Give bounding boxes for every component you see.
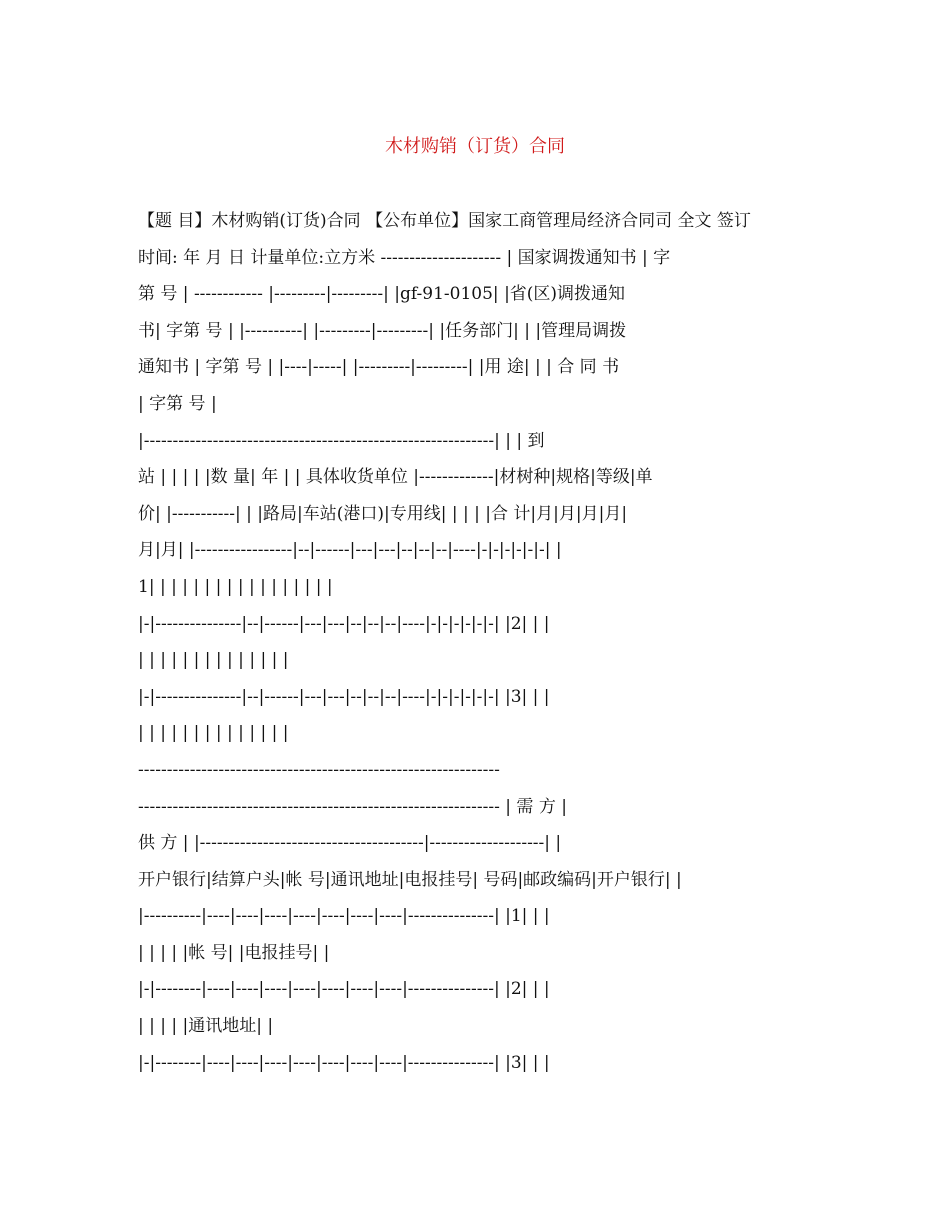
- document-title: 木材购销（订货）合同: [385, 136, 565, 157]
- document-line: ---------------------------------------------------------------: [138, 759, 500, 780]
- document-line: 1| | | | | | | | | | | | | | | | |: [138, 576, 333, 597]
- document-line: | | | | | | | | | | | | | |: [138, 723, 289, 744]
- document-line: |-|--------|----|----|----|----|----|----|----|---------------| |3| | |: [138, 1052, 550, 1073]
- document-line: | | | | | | | | | | | | | |: [138, 650, 289, 671]
- document-line: 书| 字第 号 | |----------| |---------|---------| |任务部门| | |管理局调拨: [138, 320, 627, 341]
- document-line: 开户银行|结算户头|帐 号|通讯地址|电报挂号| 号码|邮政编码|开户银行| |: [138, 869, 682, 890]
- document-line: 月|月| |-----------------|--|------|---|---|--|--|--|----|-|-|-|-|-|-| |: [138, 540, 562, 561]
- document-line: 站 | | | | |数 量| 年 | | 具体收货单位 |-------------|材树种|规格|等级|单: [138, 467, 653, 488]
- document-line: | | | | |通讯地址| |: [138, 1016, 274, 1037]
- document-line: 通知书 | 字第 号 | |----|-----| |---------|---------| |用 途| | | 合 同 书: [138, 357, 620, 378]
- document-line: 价| |-----------| | |路局|车站(港口)|专用线| | | | |合 计|月|月|月|月|: [138, 503, 628, 524]
- document-line: --------------------------------------------------------------- | 需 方 |: [138, 796, 567, 817]
- document-line: 时间: 年 月 日 计量单位:立方米 --------------------- | 国家调拨通知书 | 字: [138, 247, 671, 268]
- document-line: |-|--------|----|----|----|----|----|----|----|---------------| |2| | |: [138, 979, 550, 1000]
- document-line: 【题 目】木材购销(订货)合同 【公布单位】国家工商管理局经济合同司 全文 签订: [138, 211, 751, 231]
- document-body: [138, 206, 818, 1084]
- document-line: | 字第 号 |: [138, 393, 217, 414]
- document-line: | | | | |帐 号| |电报挂号| |: [138, 942, 330, 963]
- document-line: 供 方 | |---------------------------------------|--------------------| |: [138, 833, 562, 854]
- document-line: |-|---------------|--|------|---|---|--|--|--|----|-|-|-|-|-|-| |2| | |: [138, 613, 550, 634]
- document-line: |-------------------------------------------------------------| | | 到: [138, 430, 545, 451]
- document-line: |----------|----|----|----|----|----|----|----|---------------| |1| | |: [138, 906, 550, 927]
- document-line: 第 号 | ------------ |---------|---------| |gf-91-0105| |省(区)调拨通知: [138, 284, 626, 305]
- document-line: |-|---------------|--|------|---|---|--|--|--|----|-|-|-|-|-|-| |3| | |: [138, 686, 550, 707]
